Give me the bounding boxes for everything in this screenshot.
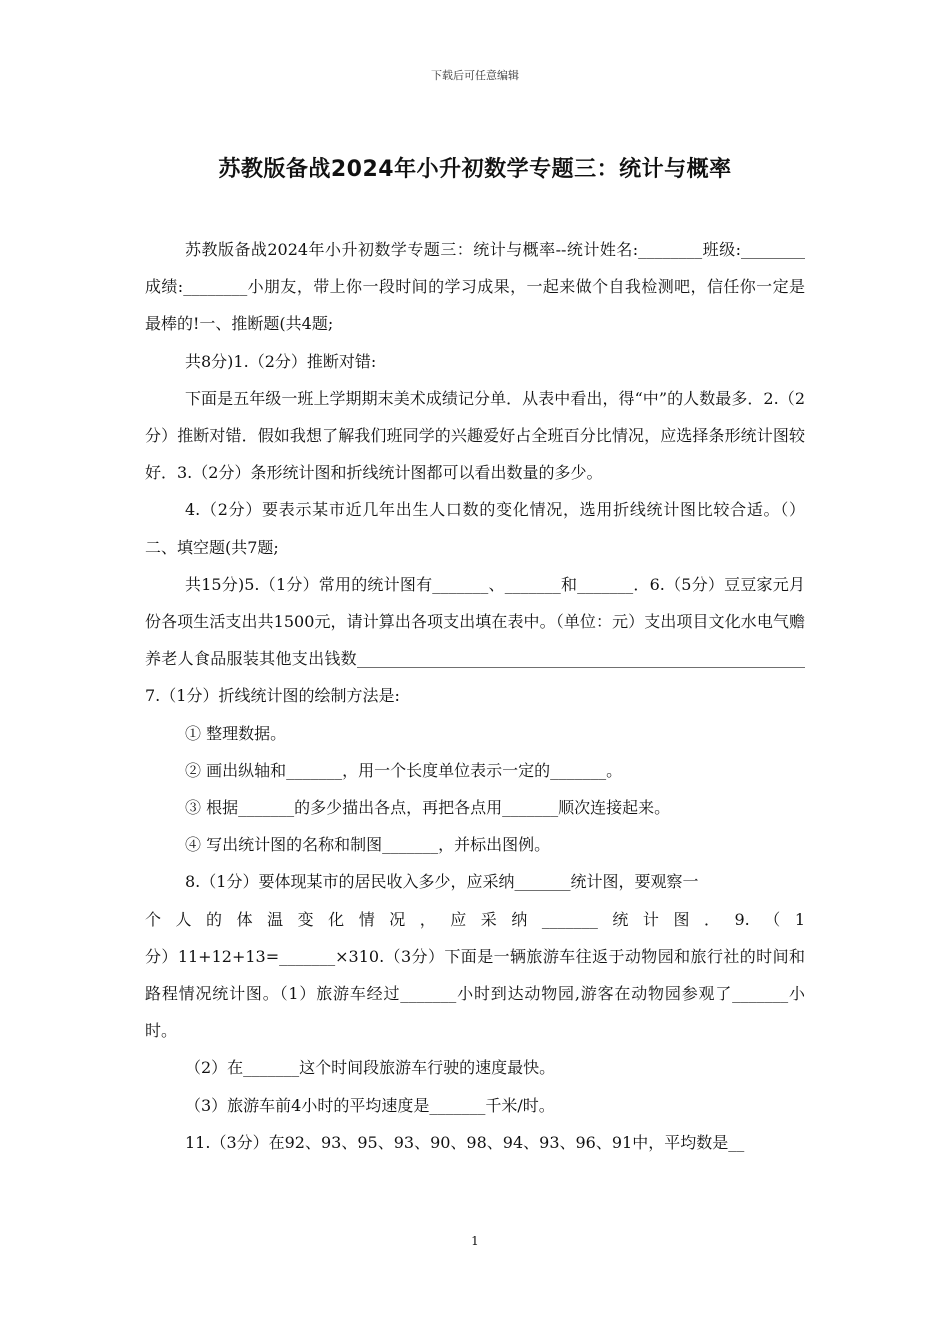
paragraph: ④ 写出统计图的名称和制图_______，并标出图例。 (185, 835, 551, 855)
page-number: 1 (471, 1234, 479, 1248)
paragraph: （2）在_______这个时间段旅游车行驶的速度最快。 (185, 1058, 556, 1078)
header-note: 下载后可任意编辑 (431, 69, 519, 82)
paragraph: 4.（2分）要表示某市近几年出生人口数的变化情况，选用折线统计图比较合适。（）二、填空题(共7题; (145, 500, 805, 557)
paragraph: 共8分)1.（2分）推断对错: (185, 351, 377, 371)
paragraph: ② 画出纵轴和_______，用一个长度单位表示一定的_______。 (185, 760, 623, 780)
document-title: 苏教版备战2024年小升初数学专题三：统计与概率 (218, 157, 732, 182)
paragraph: 共15分)5.（1分）常用的统计图有_______、_______和_______．6.（5分）豆豆家元月份各项生活支出共1500元，请计算出各项支出填在表中。（单位：元）支出项目文化水电气赡养老人食品服装其他支出钱数________________________________________________________7.（1分）折线统计图的绘制方法是: (145, 574, 805, 706)
paragraph: 下面是五年级一班上学期期末美术成绩记分单．从表中看出，得“中”的人数最多．2.（2分）推断对错．假如我想了解我们班同学的兴趣爱好占全班百分比情况，应选择条形统计图较好．3.（2分）条形统计图和折线统计图都可以看出数量的多少。 (145, 388, 805, 483)
document-body (145, 231, 805, 1161)
paragraph: ① 整理数据。 (185, 723, 287, 743)
paragraph: 分）11+12+13=_______×310.（3分）下面是一辆旅游车往返于动物园和旅行社的时间和路程情况统计图。（1）旅游车经过_______小时到达动物园,游客在动物园参观了_______小时。 (145, 946, 805, 1041)
paragraph: 11.（3分）在92、93、95、93、90、98、94、93、96、91中，平均数是__ (185, 1132, 745, 1152)
paragraph: （3）旅游车前4小时的平均速度是_______千米/时。 (185, 1095, 555, 1115)
paragraph: 苏教版备战2024年小升初数学专题三：统计与概率--统计姓名:________班级:________成绩:________小朋友，带上你一段时间的学习成果，一起来做个自我检测吧，信任你一定是最棒的!一、推断题(共4题; (145, 240, 805, 334)
paragraph: 个人的体温变化情况，应采纳_______统计图．9.（1 (145, 909, 805, 929)
paragraph: 8.（1分）要体现某市的居民收入多少，应采纳_______统计图，要观察一 (185, 872, 699, 892)
paragraph: ③ 根据_______的多少描出各点，再把各点用_______顺次连接起来。 (185, 798, 671, 818)
